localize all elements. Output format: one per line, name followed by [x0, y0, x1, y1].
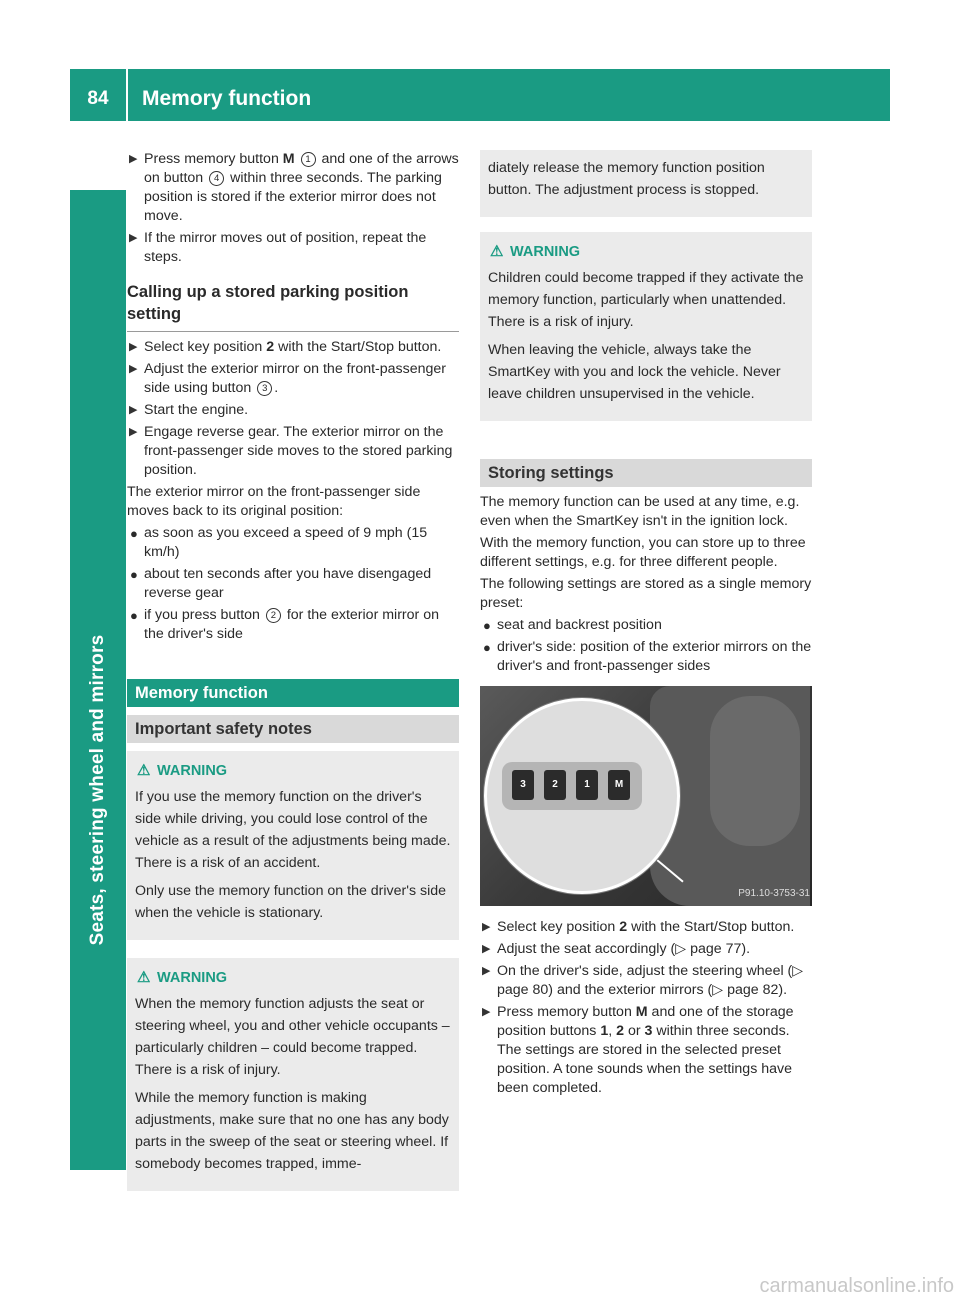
arrow-icon: ▶ — [129, 363, 138, 375]
callout-2: 2 — [266, 608, 281, 623]
page-number: 84 — [87, 88, 109, 109]
left-column — [127, 150, 459, 1191]
subsection-heading: Important safety notes — [127, 715, 459, 743]
bullet: ● seat and backrest position — [483, 617, 662, 633]
subheading: Calling up a stored parking position setting — [127, 281, 459, 332]
warning-box: ⚠ WARNING Children could become trapped if they activate the memory function, particularly when unattended. There is a risk of injury. When leaving the vehicle, always take the SmartKey with you and lock the vehicle. Never leave children unsupervised in the vehicle. — [480, 232, 812, 421]
step: ▶ Adjust the exterior mirror on the front-passenger side using button 3 . — [129, 361, 447, 396]
memory-button-1: 1 — [576, 770, 598, 800]
arrow-icon: ▶ — [482, 1006, 491, 1018]
warning-box: ⚠ WARNING If you use the memory function on the driver's side while driving, you could lose control of the vehicle as a result of the adjustments being made. There is a risk of an accident. Only use the memory function on the driver's side when the vehicle is stationary. — [127, 751, 459, 940]
arrow-icon: ▶ — [129, 426, 138, 438]
step: ▶ Select key position 2 with the Start/Stop button. — [129, 339, 442, 355]
warning-box: ⚠ WARNING When the memory function adjusts the seat or steering wheel, you and other vehicle occupants – particularly children – could become trapped. There is a risk of injury. While the memory function is making adjustments, make sure that no one has any body parts in the sweep of the seat or steering wheel. If somebody becomes trapped, imme- — [127, 958, 459, 1191]
callout-1: 1 — [301, 152, 316, 167]
watermark: carmanualsonline.info — [759, 1275, 954, 1297]
warning-icon: ⚠ — [490, 243, 504, 260]
bullet: ● if you press button 2 for the exterior mirror on the driver's side — [130, 607, 439, 642]
memory-button-2: 2 — [544, 770, 566, 800]
arrow-icon: ▶ — [129, 404, 138, 416]
paragraph: The following settings are stored as a single memory preset: — [480, 576, 812, 611]
subsection-heading: Storing settings — [480, 459, 812, 487]
arrow-icon: ▶ — [482, 965, 491, 977]
paragraph: The exterior mirror on the front-passenger side moves back to its original position: — [127, 484, 421, 519]
step: ▶ Press memory button M 1 and one of the arrows on button 4 within three seconds. The parking position is stored if the exterior mirror does not move. — [129, 151, 459, 224]
step: ▶ Press memory button M and one of the storage position buttons 1, 2 or 3 within three seconds. The settings are stored in the selected preset position. A tone sounds when the settings have been completed. — [482, 1004, 794, 1096]
memory-button-m: M — [608, 770, 630, 800]
bullet-icon: ● — [130, 526, 138, 541]
bullet-icon: ● — [130, 567, 138, 582]
step: ▶ On the driver's side, adjust the steering wheel (▷ page 80) and the exterior mirrors (▷ page 82). — [482, 963, 804, 998]
header-divider — [126, 69, 128, 121]
right-column — [480, 150, 812, 1101]
page-header — [70, 69, 890, 121]
bullet: ● about ten seconds after you have disengaged reverse gear — [130, 566, 432, 601]
page-title: Memory function — [142, 87, 312, 110]
callout-3: 3 — [257, 381, 272, 396]
step: ▶ Start the engine. — [129, 402, 249, 418]
section-heading: Memory function — [127, 679, 459, 707]
bullet-icon: ● — [130, 608, 138, 623]
step: ▶ Engage reverse gear. The exterior mirror on the front-passenger side moves to the stored parking position. — [129, 424, 453, 478]
warning-box-continued: diately release the memory function position button. The adjustment process is stopped. — [480, 150, 812, 217]
step: ▶ Select key position 2 with the Start/Stop button. — [482, 919, 795, 935]
warning-icon: ⚠ — [137, 762, 151, 779]
figure-code: P91.10-3753-31 — [738, 888, 810, 899]
memory-buttons-photo — [480, 686, 812, 906]
step: ▶ If the mirror moves out of position, repeat the steps. — [129, 230, 427, 265]
arrow-icon: ▶ — [129, 341, 138, 353]
arrow-icon: ▶ — [482, 921, 491, 933]
arrow-icon: ▶ — [482, 943, 491, 955]
arrow-icon: ▶ — [129, 232, 138, 244]
warning-icon: ⚠ — [137, 969, 151, 986]
chapter-label: Seats, steering wheel and mirrors — [87, 634, 108, 946]
bullet-icon: ● — [483, 640, 491, 655]
callout-4: 4 — [209, 171, 224, 186]
memory-button-3: 3 — [512, 770, 534, 800]
bullet-icon: ● — [483, 618, 491, 633]
bullet: ● as soon as you exceed a speed of 9 mph (15 km/h) — [130, 525, 428, 560]
paragraph: The memory function can be used at any time, e.g. even when the SmartKey isn't in the ignition lock. — [480, 494, 800, 529]
arrow-icon: ▶ — [129, 153, 138, 165]
step: ▶ Adjust the seat accordingly (▷ page 77). — [482, 941, 751, 957]
bullet: ● driver's side: position of the exterior mirrors on the driver's and front-passenger sides — [483, 639, 812, 674]
paragraph: With the memory function, you can store up to three different settings, e.g. for three different people. — [480, 535, 806, 570]
